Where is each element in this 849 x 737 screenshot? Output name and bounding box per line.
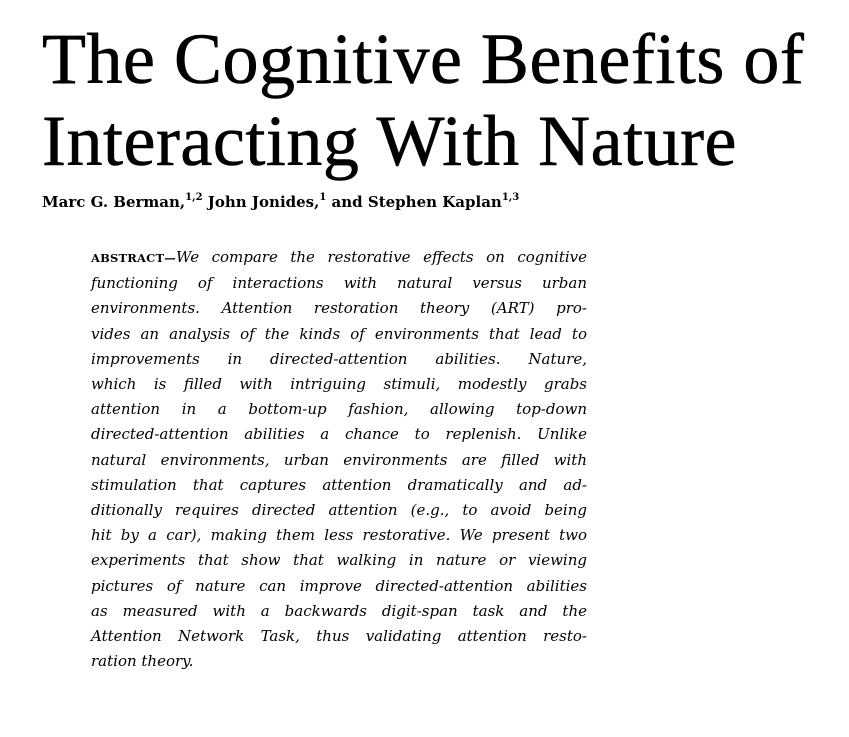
abstract-line: as measured with a backwards digit-span task and the bbox=[91, 601, 587, 620]
title-line: The Cognitive Benefits of bbox=[42, 19, 805, 99]
abstract-line: directed-attention abilities a chance to replenish. Unlike bbox=[91, 425, 587, 444]
author-list bbox=[42, 192, 519, 212]
abstract-line: natural environments, urban environments are filled with bbox=[91, 450, 587, 469]
author-name: and Stephen Kaplan bbox=[331, 193, 502, 211]
abstract-line: which is filled with intriguing stimuli, modestly grabs bbox=[91, 375, 587, 394]
abstract-line: stimulation that captures attention dramatically and ad- bbox=[91, 475, 587, 494]
abstract bbox=[91, 245, 587, 674]
abstract-line: ditionally requires directed attention (e.g., to avoid being bbox=[91, 501, 587, 520]
abstract-line: hit by a car), making them less restorative. We present two bbox=[91, 526, 587, 545]
title-line: Interacting With Nature bbox=[42, 101, 738, 181]
abstract-line: Attention Network Task, thus validating attention resto- bbox=[91, 627, 587, 646]
abstract-label: ABSTRACT— bbox=[91, 251, 176, 265]
paper-title bbox=[42, 18, 842, 182]
abstract-line: pictures of nature can improve directed-attention abilities bbox=[91, 576, 587, 595]
abstract-line: experiments that show that walking in nature or viewing bbox=[91, 551, 587, 570]
abstract-line: attention in a bottom-up fashion, allowing top-down bbox=[91, 400, 587, 419]
abstract-line: functioning of interactions with natural versus urban bbox=[91, 274, 587, 293]
abstract-line: ration theory. bbox=[91, 652, 194, 671]
abstract-line: vides an analysis of the kinds of environments that lead to bbox=[91, 324, 587, 343]
author-name: John Jonides, bbox=[207, 193, 320, 211]
author-name: Marc G. Berman, bbox=[42, 193, 186, 211]
abstract-line bbox=[91, 245, 587, 271]
author-affiliation: 1 bbox=[319, 192, 327, 203]
abstract-line: environments. Attention restoration theory (ART) pro- bbox=[91, 299, 587, 318]
abstract-line: improvements in directed-attention abilities. Nature, bbox=[91, 349, 587, 368]
author-affiliation: 1,3 bbox=[501, 192, 520, 203]
author-affiliation: 1,2 bbox=[185, 192, 203, 203]
abstract-text: We compare the restorative effects on cognitive bbox=[176, 248, 587, 266]
